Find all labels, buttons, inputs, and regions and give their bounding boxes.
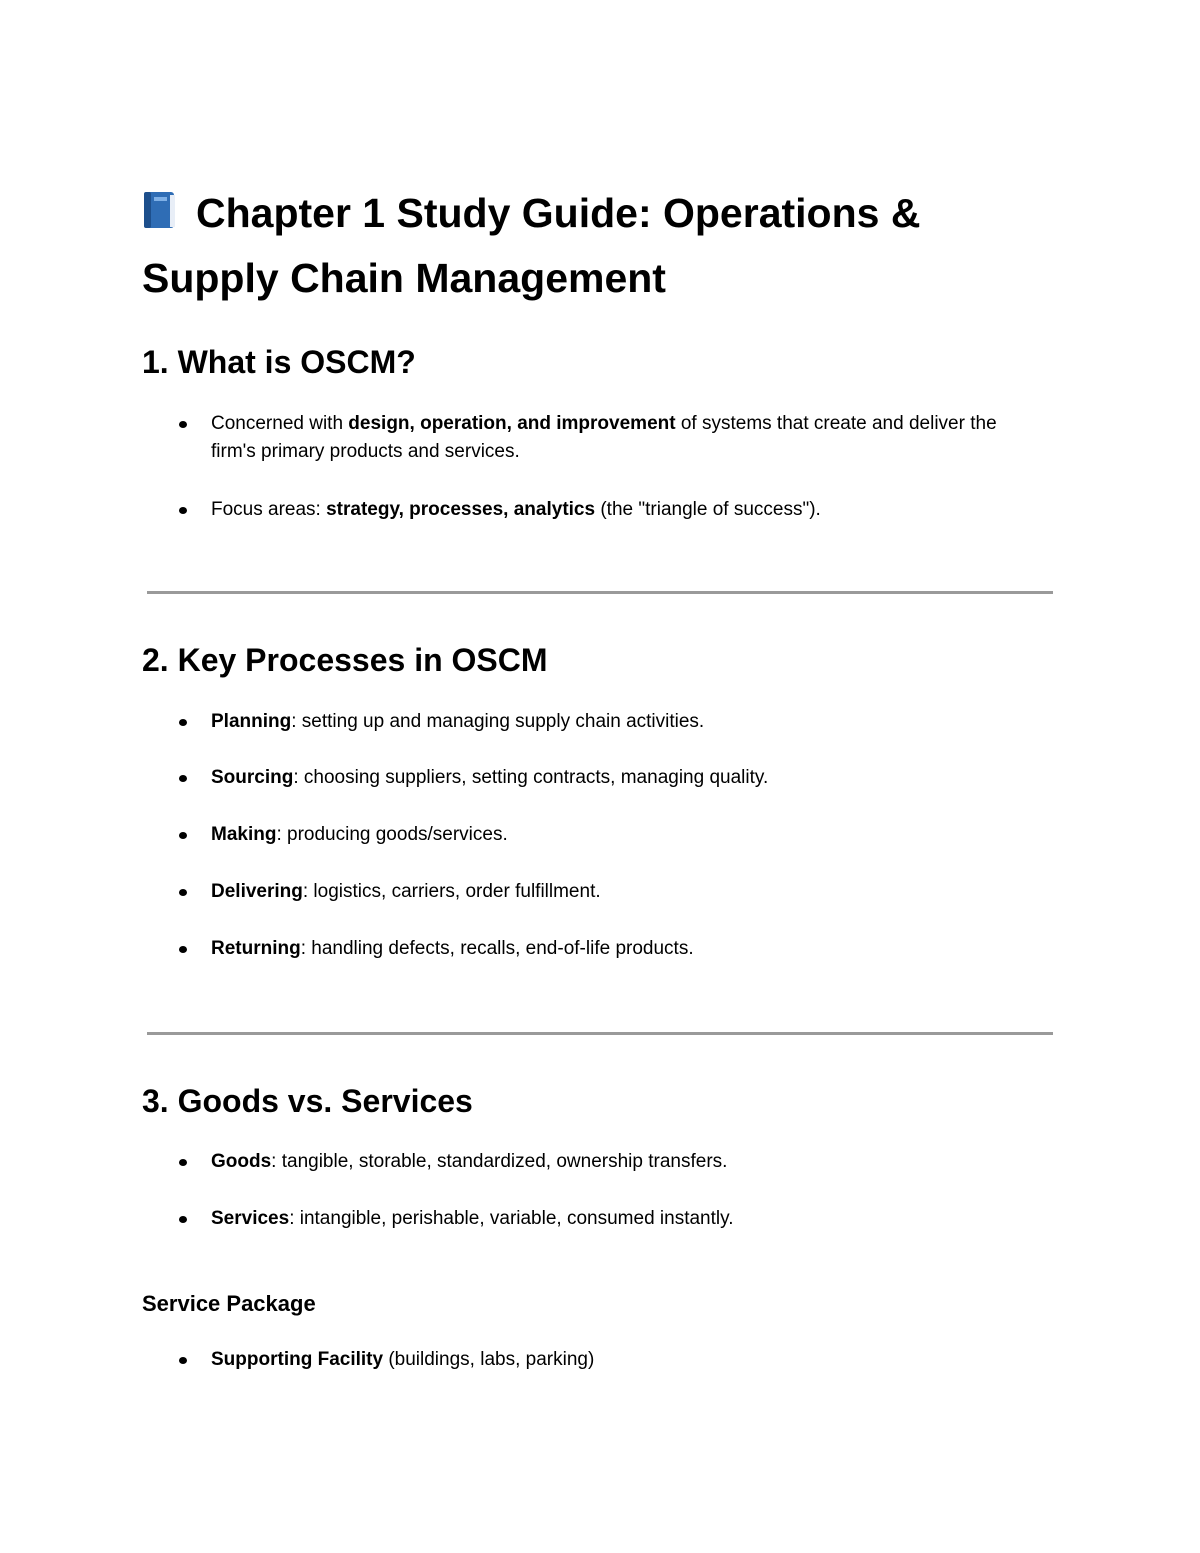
list-item <box>211 878 1031 906</box>
list-item-text: : intangible, perishable, variable, consumed instantly. <box>289 1208 734 1229</box>
document-title-text: Chapter 1 Study Guide: Operations & Supply Chain Management <box>142 190 921 301</box>
horizontal-divider <box>147 591 1053 594</box>
blue-book-icon <box>142 187 178 248</box>
section-2-heading: 2. Key Processes in OSCM <box>142 642 548 678</box>
list-item <box>211 1148 1031 1176</box>
list-item <box>211 1346 1031 1374</box>
list-item <box>211 821 1031 849</box>
list-item-text: : setting up and managing supply chain activities. <box>291 711 705 732</box>
list-item-text: : handling defects, recalls, end-of-life products. <box>300 938 694 959</box>
list-item-text: (the "triangle of success"). <box>595 499 821 520</box>
horizontal-divider <box>147 1032 1053 1035</box>
list-item-text: Focus areas: <box>211 499 327 520</box>
list-item <box>211 496 1031 524</box>
section-1-heading: 1. What is OSCM? <box>142 344 416 380</box>
list-item-bold: design, operation, and improvement <box>348 413 676 434</box>
list-item-text: : choosing suppliers, setting contracts, managing quality. <box>293 767 769 788</box>
section-3-heading: 3. Goods vs. Services <box>142 1083 473 1119</box>
list-item-term: Sourcing <box>211 767 294 788</box>
list-item-bold: strategy, processes, analytics <box>326 499 596 520</box>
list-item <box>211 708 1031 736</box>
service-package-subheading: Service Package <box>142 1291 316 1316</box>
list-item-text: (buildings, labs, parking) <box>383 1349 595 1370</box>
list-item <box>211 935 1031 963</box>
list-item-term: Supporting Facility <box>211 1349 384 1370</box>
list-item <box>211 1205 1031 1233</box>
list-item-term: Services <box>211 1208 290 1229</box>
list-item-text: : producing goods/services. <box>276 824 508 845</box>
list-item-term: Delivering <box>211 881 303 902</box>
list-item-text: : logistics, carriers, order fulfillment. <box>302 881 601 902</box>
list-item-term: Making <box>211 824 277 845</box>
document-title <box>142 183 1042 309</box>
list-item-text: of systems that create and deliver the firm's primary products and services. <box>211 413 997 462</box>
list-item-term: Planning <box>211 711 292 732</box>
list-item-text: Concerned with <box>211 413 349 434</box>
list-item-term: Returning <box>211 938 301 959</box>
list-item <box>211 410 1031 466</box>
list-item-text: : tangible, storable, standardized, ownership transfers. <box>271 1151 728 1172</box>
list-item <box>211 764 1031 792</box>
list-item-term: Goods <box>211 1151 272 1172</box>
